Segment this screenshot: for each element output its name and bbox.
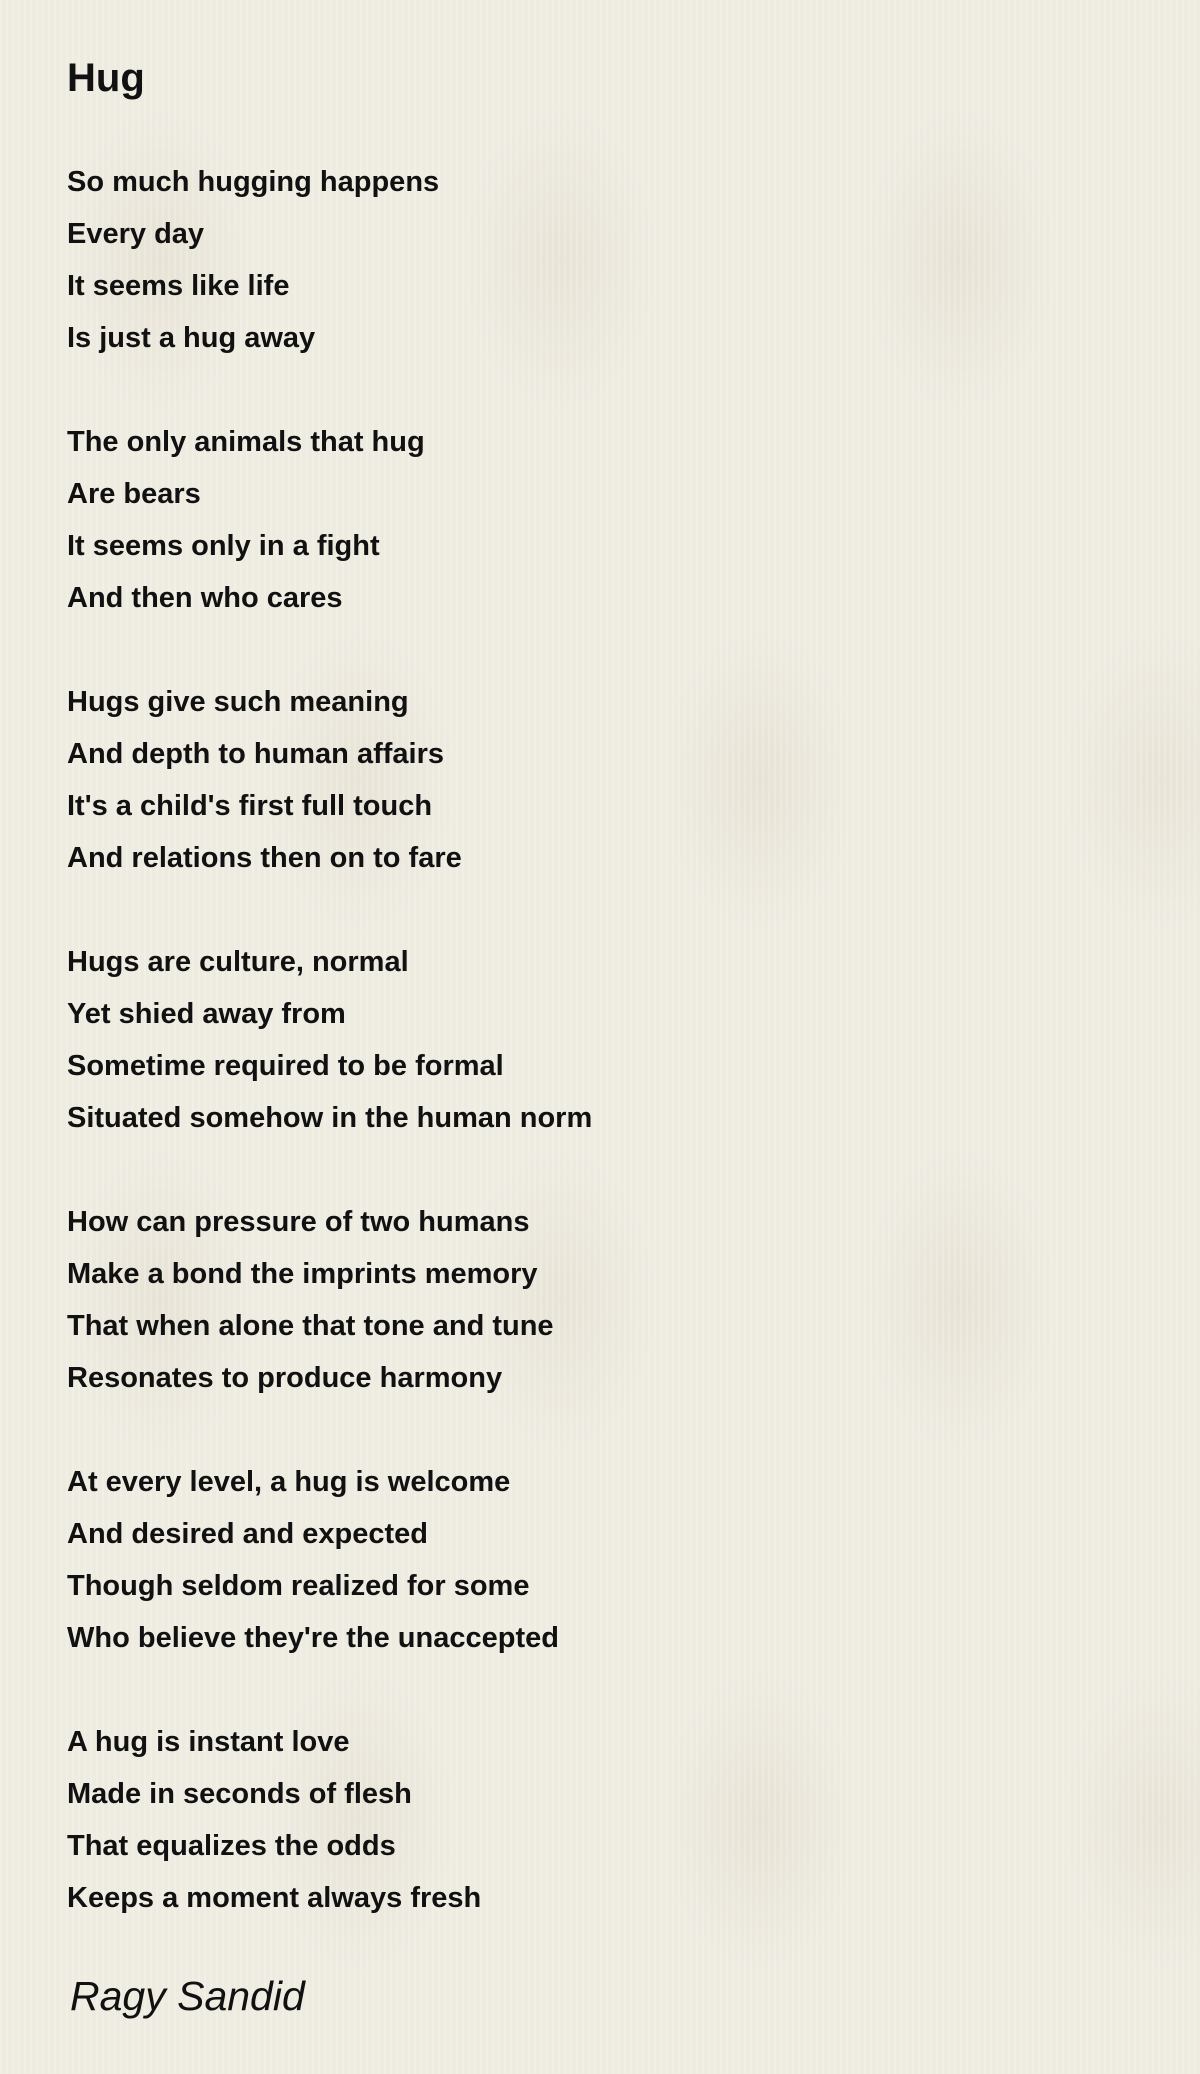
poem-line: So much hugging happens [67,166,440,198]
poem-line: Keeps a moment always fresh [67,1882,482,1914]
poem [67,50,1147,1976]
poem-line: And relations then on to fare [67,842,462,874]
poem-line: Yet shied away from [67,998,346,1030]
poem-line: Make a bond the imprints memory [67,1258,538,1290]
poem-line: A hug is instant love [67,1726,350,1758]
poem-line: Hugs give such meaning [67,686,409,718]
stanza-2 [67,416,1147,624]
stanza-5 [67,1196,1147,1404]
poem-line: And desired and expected [67,1518,428,1550]
stanza-6 [67,1456,1147,1664]
poem-line: That equalizes the odds [67,1830,396,1862]
poem-line: It seems like life [67,270,290,302]
poem-line: Though seldom realized for some [67,1570,530,1602]
poem-line: Are bears [67,478,201,510]
poem-line: Is just a hug away [67,322,316,354]
stanza-1 [67,156,1147,364]
poem-line: Every day [67,218,205,250]
poem-line: Situated somehow in the human norm [67,1102,593,1134]
poem-line: At every level, a hug is welcome [67,1466,511,1498]
poem-line: That when alone that tone and tune [67,1310,554,1342]
poem-line: It seems only in a fight [67,530,380,562]
poem-line: How can pressure of two humans [67,1206,530,1238]
poem-title: Hug [67,56,145,100]
poem-author: Ragy Sandid [70,1973,305,2019]
stanza-4 [67,936,1147,1144]
stanza-7 [67,1716,1147,1924]
poem-line: Hugs are culture, normal [67,946,409,978]
poem-line: Sometime required to be formal [67,1050,504,1082]
poem-line: Resonates to produce harmony [67,1362,503,1394]
poem-line: The only animals that hug [67,426,425,458]
stanza-3 [67,676,1147,884]
poem-line: And depth to human affairs [67,738,444,770]
poem-line: It's a child's first full touch [67,790,433,822]
poem-line: And then who cares [67,582,343,614]
poem-line: Made in seconds of flesh [67,1778,412,1810]
poem-line: Who believe they're the unaccepted [67,1622,559,1654]
